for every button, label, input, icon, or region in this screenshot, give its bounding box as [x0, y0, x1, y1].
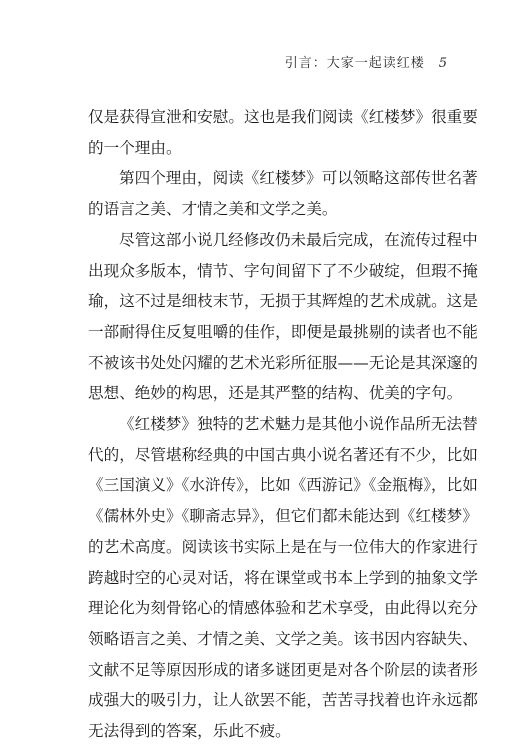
text-line: 的艺术高度。阅读该书实际上是在与一位伟大的作家进行 [88, 537, 478, 556]
text-line: 领略语言之美、才情之美、文学之美。该书因内容缺失、 [88, 629, 478, 648]
text-line: 尽管这部小说几经修改仍未最后完成，在流传过程中 [119, 230, 478, 249]
page-number: 5 [438, 56, 448, 71]
text-line: 的一个理由。 [88, 138, 182, 157]
text-line: 无法得到的答案，乐此不疲。 [88, 722, 291, 741]
text-line: 第四个理由，阅读《红楼梦》可以领略这部传世名著 [119, 169, 478, 188]
text-line: 文献不足等原因形成的诸多谜团更是对各个阶层的读者形 [88, 660, 478, 679]
text-line: 《红楼梦》独特的艺术魅力是其他小说作品所无法替 [119, 415, 478, 434]
text-line: 思想、绝妙的构思，还是其严整的结构、优美的字句。 [88, 384, 463, 403]
text-line: 跨越时空的心灵对话，将在课堂或书本上学到的抽象文学 [88, 568, 478, 587]
text-line: 不被该书处处闪耀的艺术光彩所征服——无论是其深邃的 [88, 353, 478, 372]
running-title: 引言：大家一起读红楼 [284, 56, 425, 71]
text-line: 理论化为刻骨铭心的情感体验和艺术享受，由此得以充分 [88, 599, 478, 618]
body-text [88, 102, 478, 747]
text-line: 成强大的吸引力，让人欲罢不能，苦苦寻找着也许永远都 [88, 691, 478, 710]
text-line: 《三国演义》《水浒传》，比如《西游记》《金瓶梅》，比如 [88, 476, 478, 495]
text-line: 仅是获得宣泄和安慰。这也是我们阅读《红楼梦》很重要 [88, 108, 478, 126]
text-line: 的语言之美、才情之美和文学之美。 [88, 200, 338, 219]
text-line: 《儒林外史》《聊斋志异》，但它们都未能达到《红楼梦》 [88, 507, 478, 526]
text-line: 一部耐得住反复咀嚼的佳作，即便是最挑剔的读者也不能 [88, 322, 478, 341]
running-header [285, 52, 448, 71]
text-line: 出现众多版本，情节、字句间留下了不少破绽，但瑕不掩 [88, 261, 478, 280]
text-line: 瑜，这不过是细枝末节，无损于其辉煌的艺术成就。这是 [88, 292, 478, 311]
text-line: 代的，尽管堪称经典的中国古典小说名著还有不少，比如 [88, 445, 478, 464]
